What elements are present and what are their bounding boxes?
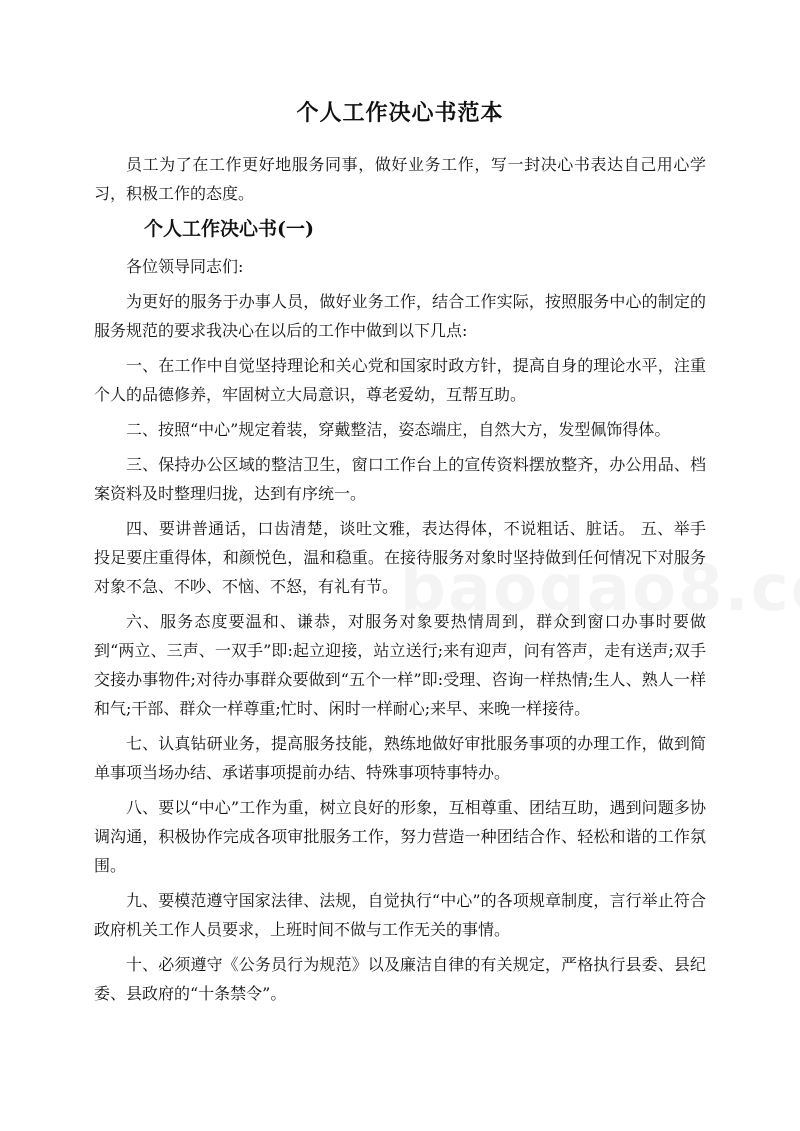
item-8: 八、要以“中心”工作为重，树立良好的形象，互相尊重、团结互助，遇到问题多协调沟通，积极协作完成各项审批服务工作，努力营造一种团结合作、轻松和谐的工作氛围。 [94, 798, 706, 875]
item-7: 七、认真钻研业务，提高服务技能，熟练地做好审批服务事项的办理工作，做到简单事项当场办结、承诺事项提前办结、特殊事项特事特办。 [94, 734, 706, 782]
body-paragraph: 为更好的服务于办事人员，做好业务工作，结合工作实际，按照服务中心的制定的服务规范的要求我决心在以后的工作中做到以下几点: [94, 292, 706, 340]
section-heading: 个人工作决心书(一) [144, 218, 314, 240]
document-body [94, 150, 706, 1014]
document-title: 个人工作决心书范本 [296, 100, 504, 126]
item-6: 六、服务态度要温和、谦恭，对服务对象要热情周到，群众到窗口办事时要做到“两立、三声、一双手”即:起立迎接，站立送行;来有迎声，问有答声，走有送声;双手交接办事物件;对待办事群众要做到“五个一样”即:受理、咨询一样热情;生人、熟人一样和气;干部、群众一样尊重;忙时、闲时一样耐心;来早、来晚一样接待。 [94, 612, 706, 718]
item-9: 九、要模范遵守国家法律、法规，自觉执行“中心”的各项规章制度，言行举止符合政府机关工作人员要求，上班时间不做与工作无关的事情。 [94, 891, 706, 939]
item-2: 二、按照“中心”规定着装，穿戴整洁，姿态端庄，自然大方，发型佩饰得体。 [126, 420, 671, 439]
item-10: 十、必须遵守《公务员行为规范》以及廉洁自律的有关规定，严格执行县委、县纪委、县政府的“十条禁令”。 [94, 955, 706, 1003]
intro-paragraph: 员工为了在工作更好地服务同事，做好业务工作，写一封决心书表达自己用心学习，积极工作的态度。 [94, 155, 706, 203]
item-4-5: 四、要讲普通话，口齿清楚，谈吐文雅，表达得体，不说粗话、脏话。 五、举手投足要庄重得体，和颜悦色，温和稳重。在接待服务对象时坚持做到任何情况下对服务对象不急、不吵、不恼、不怒，有礼有节。 [94, 519, 706, 596]
item-1: 一、在工作中自觉坚持理论和关心党和国家时政方针，提高自身的理论水平，注重个人的品德修养，牢固树立大局意识，尊老爱幼，互帮互助。 [94, 356, 706, 404]
item-3: 三、保持办公区域的整洁卫生，窗口工作台上的宣传资料摆放整齐，办公用品、档案资料及时整理归拢，达到有序统一。 [94, 455, 706, 503]
salutation: 各位领导同志们: [126, 257, 244, 276]
